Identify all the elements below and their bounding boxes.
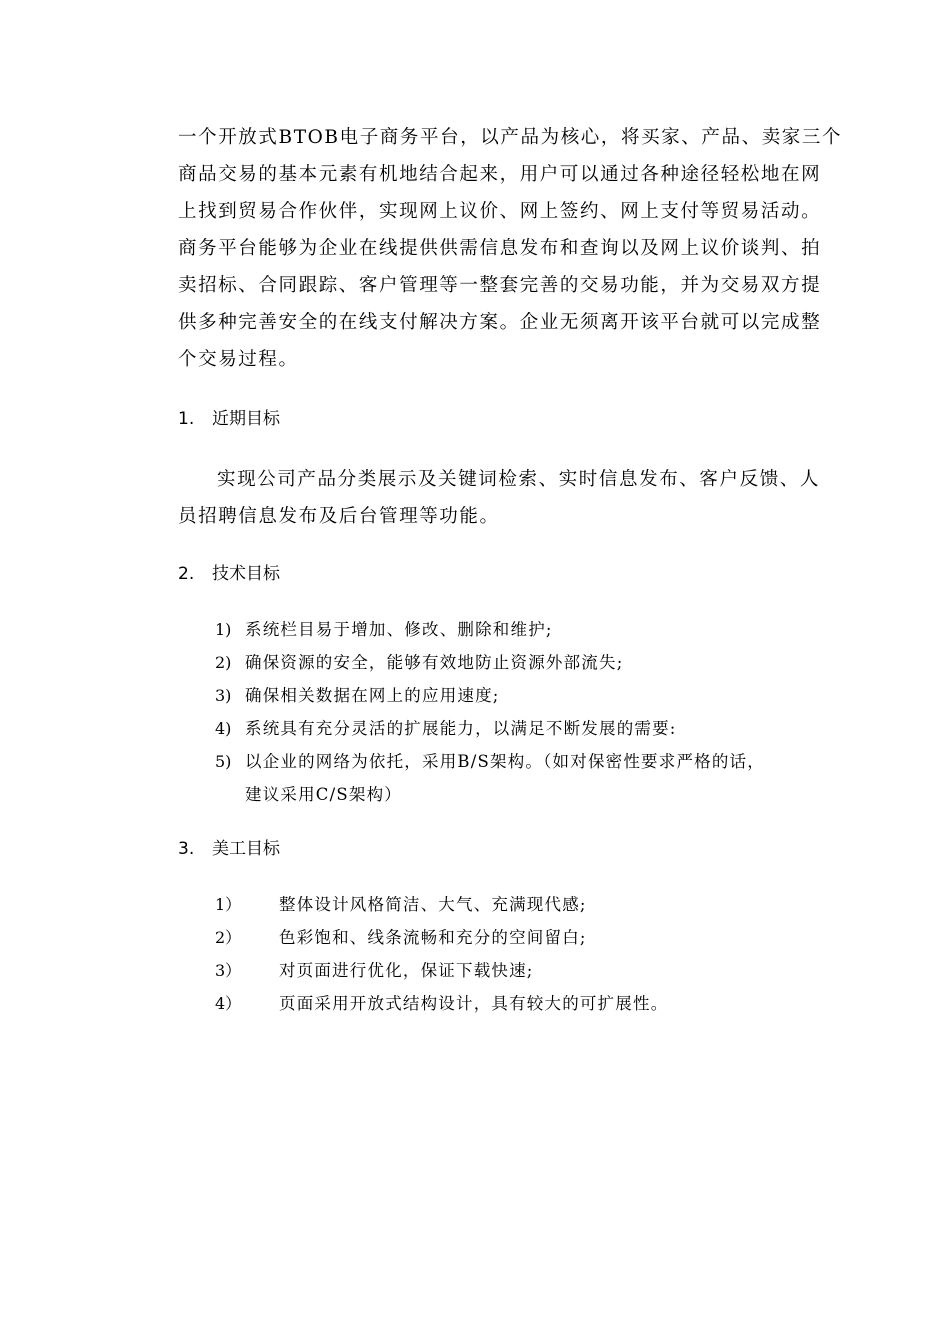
section-heading-technical — [178, 563, 280, 585]
list-item-number: 5) — [215, 752, 232, 771]
intro-line: 一个开放式BTOB电子商务平台，以产品为核心，将买家、产品、卖家三个 — [178, 127, 843, 148]
list-item-text: 确保相关数据在网上的应用速度; — [245, 686, 500, 705]
section-title: 技术目标 — [212, 564, 280, 584]
list-item-number: 4) — [215, 719, 232, 738]
section1-body-line: 实现公司产品分类展示及关键词检索、实时信息发布、客户反馈、人 — [217, 469, 821, 490]
intro-line: 卖招标、合同跟踪、客户管理等一整套完善的交易功能，并为交易双方提 — [178, 275, 822, 296]
list-item-text: 色彩饱和、线条流畅和充分的空间留白; — [279, 928, 587, 947]
section-heading-design — [178, 838, 280, 860]
list-item-text: 系统栏目易于增加、修改、删除和维护; — [245, 620, 553, 639]
section-title: 美工目标 — [212, 839, 280, 859]
intro-line: 商品交易的基本元素有机地结合起来，用户可以通过各种途径轻松地在网 — [178, 164, 822, 185]
intro-line: 供多种完善安全的在线支付解决方案。企业无须离开该平台就可以完成整 — [178, 312, 822, 333]
list-item-number: 3） — [215, 961, 242, 980]
list-item-text: 页面采用开放式结构设计，具有较大的可扩展性。 — [279, 994, 669, 1013]
list-item-text: 整体设计风格简洁、大气、充满现代感; — [279, 895, 587, 914]
list-item-number: 4） — [215, 994, 242, 1013]
intro-line: 商务平台能够为企业在线提供供需信息发布和查询以及网上议价谈判、拍 — [178, 238, 822, 259]
intro-line: 上找到贸易合作伙伴，实现网上议价、网上签约、网上支付等贸易活动。 — [178, 201, 822, 222]
list-item-number: 2) — [215, 653, 232, 672]
list-item-text: 系统具有充分灵活的扩展能力，以满足不断发展的需要: — [245, 719, 677, 738]
intro-line: 个交易过程。 — [178, 349, 299, 370]
list-item-text: 对页面进行优化，保证下载快速; — [279, 961, 534, 980]
section-number: 3. — [178, 839, 195, 859]
section-number: 1. — [178, 409, 195, 429]
list-item-number: 1) — [215, 620, 232, 639]
section-heading-near-term — [178, 408, 280, 430]
list-item-text: 以企业的网络为依托，采用B/S架构。（如对保密性要求严格的话， — [245, 752, 765, 771]
list-item-number: 1） — [215, 895, 242, 914]
section-title: 近期目标 — [212, 409, 280, 429]
section1-body-line: 员招聘信息发布及后台管理等功能。 — [178, 506, 500, 527]
list-item-text: 确保资源的安全，能够有效地防止资源外部流失; — [245, 653, 624, 672]
section-number: 2. — [178, 564, 195, 584]
list-item-number: 3) — [215, 686, 232, 705]
list-item-number: 2） — [215, 928, 242, 947]
list-item-text-continued: 建议采用C/S架构） — [245, 785, 402, 804]
